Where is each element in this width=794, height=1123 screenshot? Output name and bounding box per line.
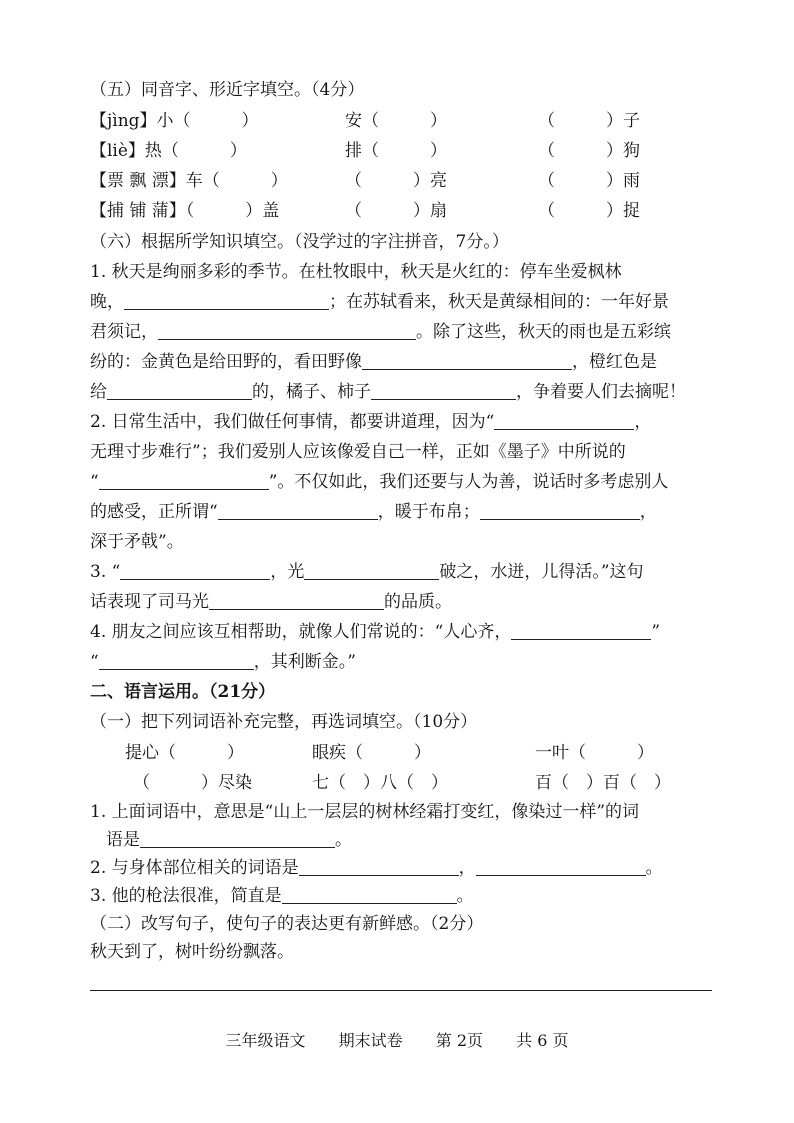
answer-blank[interactable] [480, 501, 640, 520]
word-baibai: 百（ ）百（ ） [535, 773, 671, 793]
q1-line5-text-a: 给 [90, 382, 107, 402]
row-jing-col3: （ ）子 [538, 111, 640, 131]
answer-blank[interactable] [218, 501, 378, 520]
answer-blank[interactable] [107, 381, 252, 400]
p2-q1-text-a: 语是 [106, 830, 140, 850]
q1-line4-text-b: ，橙红色是 [572, 352, 657, 372]
word-qiba: 七（ ）八（ ） [312, 773, 448, 793]
rewrite-sentence: 秋天到了，树叶纷纷飘落。 [90, 942, 294, 962]
q2-line1-text-b: ， [634, 412, 652, 432]
answer-blank[interactable] [282, 885, 457, 904]
part-2-sub-1: （一）把下列词语补充完整，再选词填空。（10分） [90, 712, 478, 732]
answer-blank[interactable] [99, 471, 269, 490]
answer-blank[interactable] [304, 561, 439, 580]
row-pu-col1: 【捕 铺 蒲】（ ）盖 [90, 201, 280, 221]
section-5-title: （五）同音字、形近字填空。（4分） [90, 80, 365, 100]
q1-line3-text-b: 。除了这些，秋天的雨也是五彩缤 [416, 322, 671, 342]
q2-line5: 深于矛戟”。 [90, 532, 184, 552]
answer-blank[interactable] [209, 591, 384, 610]
q2-line3-text-b: ”。不仅如此，我们还要与人为善，说话时多考虑别人 [268, 472, 669, 492]
q2-line4-text-a: 的感受，正所谓“ [90, 502, 218, 522]
p2-q2-text-a: 2. 与身体部位相关的词语是 [90, 858, 299, 878]
q3-line1-text-c: 破之，水迸，儿得活。”这句 [439, 562, 644, 582]
answer-blank[interactable] [511, 621, 651, 640]
q1-line5-text-c: ，争着要人们去摘呢！ [516, 382, 686, 402]
answer-blank[interactable] [99, 651, 254, 670]
q3-line2 [90, 588, 452, 616]
word-yanji: 眼疾（ ） [312, 743, 431, 763]
q2-line3-text-a: “ [90, 472, 99, 492]
word-yiye: 一叶（ ） [535, 743, 654, 763]
p2-q1-text-b: 。 [335, 830, 352, 850]
q4-line1 [90, 618, 660, 646]
q2-line3 [90, 468, 668, 496]
p2-q2-text-c: 。 [645, 858, 663, 878]
row-jing-col2: 安（ ） [345, 111, 447, 131]
footer-page-number: 第 2页 [435, 1031, 484, 1050]
q4-line2-text-a: “ [90, 652, 99, 672]
answer-blank[interactable] [362, 351, 572, 370]
word-tixin: 提心（ ） [125, 743, 244, 763]
q1-line5-text-b: 的，橘子、柿子 [252, 382, 371, 402]
q1-line3 [90, 318, 671, 346]
p2-q3-text-b: 。 [456, 886, 474, 906]
row-pu-col3: （ ）捉 [538, 201, 640, 221]
p2-q2 [90, 854, 663, 882]
footer-total-pages: 共 6 页 [516, 1031, 569, 1050]
p2-q1-line2 [106, 826, 352, 854]
q1-line2-text-a: 晚， [90, 292, 124, 312]
q1-line4 [90, 348, 657, 376]
q1-line3-text-a: 君须记， [90, 322, 158, 342]
q1-line4-text-a: 纷的：金黄色是给田野的，看田野像 [90, 352, 362, 372]
word-jinran: （ ）尽染 [133, 773, 252, 793]
q4-line2 [90, 648, 356, 676]
p2-q3 [90, 882, 474, 910]
q4-line2-text-b: ，其利断金。” [253, 652, 356, 672]
q3-line1 [90, 558, 644, 586]
answer-blank[interactable] [120, 561, 270, 580]
section-6-title: （六）根据所学知识填空。（没学过的字注拼音，7分。） [90, 232, 509, 252]
q1-line1: 1. 秋天是绚丽多彩的季节。在杜牧眼中，秋天是火红的：停车坐爱枫林 [90, 262, 622, 282]
q1-line2 [90, 288, 669, 316]
row-piao-col3: （ ）雨 [538, 171, 640, 191]
q3-line1-text-a: 3. “ [90, 562, 121, 582]
p2-q1-line1: 1. 上面词语中，意思是“山上一层层的树林经霜打变红，像染过一样”的词 [90, 802, 640, 822]
q2-line1-text-a: 2. 日常生活中，我们做任何事情，都要讲道理，因为“ [90, 412, 495, 432]
q2-line2: 无理寸步难行”；我们爱别人应该像爱自己一样，正如《墨子》中所说的 [90, 442, 626, 462]
part-2-title: 二、语言运用。（21分） [90, 682, 276, 702]
answer-blank[interactable] [140, 829, 335, 848]
q1-line5 [90, 378, 686, 406]
row-jing-col1: 【jìng】小（ ） [90, 111, 259, 131]
answer-blank[interactable] [476, 857, 646, 876]
q3-line2-text-b: 的品质。 [384, 592, 452, 612]
row-lie-col2: 排（ ） [345, 141, 447, 161]
page-footer [0, 1028, 794, 1051]
p2-q3-text-a: 3. 他的枪法很准，简直是 [90, 886, 282, 906]
row-piao-col2: （ ）亮 [345, 171, 447, 191]
q3-line1-text-b: ，光 [270, 562, 305, 582]
part-2-sub-2: （二）改写句子，使句子的表达更有新鲜感。（2分） [90, 914, 484, 934]
row-piao-col1: 【票 飘 漂】车（ ） [90, 171, 288, 191]
answer-blank[interactable] [124, 291, 329, 310]
q4-line1-text-a: 4. 朋友之间应该互相帮助，就像人们常说的：“人心齐， [90, 622, 512, 642]
footer-exam: 期末试卷 [338, 1031, 403, 1050]
q3-line2-text-a: 话表现了司马光 [90, 592, 209, 612]
q2-line4 [90, 498, 657, 526]
answer-blank[interactable] [494, 411, 634, 430]
answer-blank[interactable] [371, 381, 516, 400]
q1-line2-text-b: ；在苏轼看来，秋天是黄绿相间的：一年好景 [329, 292, 669, 312]
footer-subject: 三年级语文 [225, 1031, 306, 1050]
q2-line4-text-c: ， [639, 502, 657, 522]
row-pu-col2: （ ）扇 [345, 201, 447, 221]
p2-q2-text-b: ， [458, 858, 476, 878]
row-lie-col1: 【liè】热（ ） [90, 141, 247, 161]
q2-line1 [90, 408, 651, 436]
answer-blank[interactable] [158, 321, 416, 340]
answer-blank[interactable] [299, 857, 459, 876]
row-lie-col3: （ ）狗 [538, 141, 640, 161]
q4-line1-text-b: ” [651, 622, 661, 642]
answer-line-divider [90, 990, 712, 991]
q2-line4-text-b: ，暖于布帛； [377, 502, 480, 522]
